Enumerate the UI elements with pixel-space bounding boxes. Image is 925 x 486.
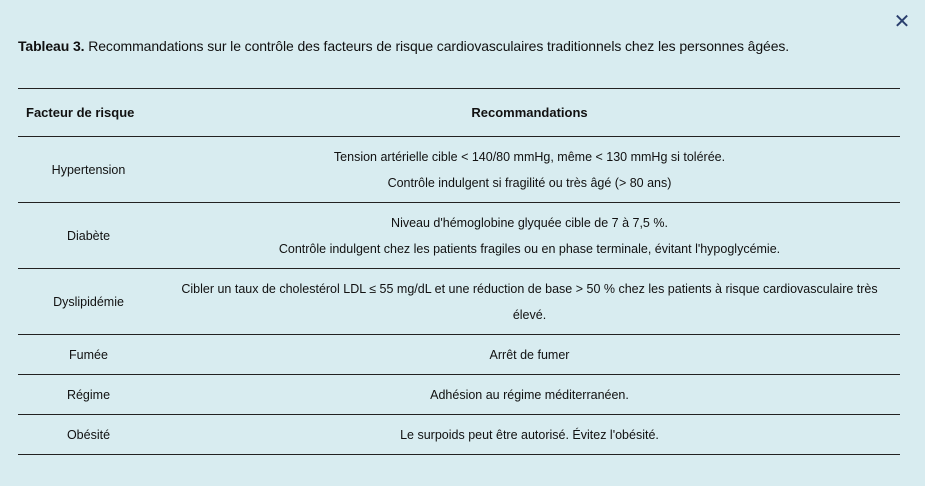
- recommendation-line: Contrôle indulgent si fragilité ou très âgé (> 80 ans): [387, 175, 672, 190]
- recommendation-cell: [159, 269, 900, 335]
- recommendation-cell: [159, 203, 900, 269]
- factor-cell: Diabète: [18, 203, 159, 269]
- table-row-hypertension: [18, 137, 900, 203]
- factor-cell: Fumée: [18, 335, 159, 375]
- factor-cell: Dyslipidémie: [18, 269, 159, 335]
- recommendation-line: Arrêt de fumer: [489, 347, 570, 362]
- recommendation-line: Le surpoids peut être autorisé. Évitez l'obésité.: [400, 427, 659, 442]
- recommendations-table: [18, 88, 900, 455]
- table-row-fumee: [18, 335, 900, 375]
- factor-cell: Obésité: [18, 415, 159, 455]
- caption-text: Recommandations sur le contrôle des facteurs de risque cardiovasculaires traditionnels chez les personnes âgées.: [84, 38, 790, 54]
- header-recommendations: Recommandations: [159, 89, 900, 137]
- recommendation-line: élevé.: [512, 307, 547, 322]
- close-icon[interactable]: ✕: [893, 9, 911, 33]
- recommendation-line: Cibler un taux de cholestérol LDL ≤ 55 mg/dL et une réduction de base > 50 % chez les patients à risque cardiovasculaire très: [181, 281, 878, 296]
- caption-label: Tableau 3.: [18, 38, 85, 54]
- recommendation-line: Contrôle indulgent chez les patients fragiles ou en phase terminale, évitant l'hypoglycémie.: [278, 241, 781, 256]
- recommendation-cell: [159, 137, 900, 203]
- recommendation-line: Adhésion au régime méditerranéen.: [430, 387, 629, 402]
- table-row-dyslipidemie: [18, 269, 900, 335]
- table-header-row: [18, 89, 900, 137]
- recommendation-cell: [159, 415, 900, 455]
- factor-cell: Hypertension: [18, 137, 159, 203]
- factor-cell: Régime: [18, 375, 159, 415]
- recommendation-cell: [159, 335, 900, 375]
- recommendation-line: Tension artérielle cible < 140/80 mmHg, même < 130 mmHg si tolérée.: [333, 149, 726, 164]
- recommendation-line: Niveau d'hémoglobine glyquée cible de 7 à 7,5 %.: [391, 215, 668, 230]
- table-caption: [18, 38, 789, 54]
- recommendation-cell: [159, 375, 900, 415]
- table-row-diabete: [18, 203, 900, 269]
- header-factor: Facteur de risque: [18, 89, 159, 137]
- table-row-regime: [18, 375, 900, 415]
- table-row-obesite: [18, 415, 900, 455]
